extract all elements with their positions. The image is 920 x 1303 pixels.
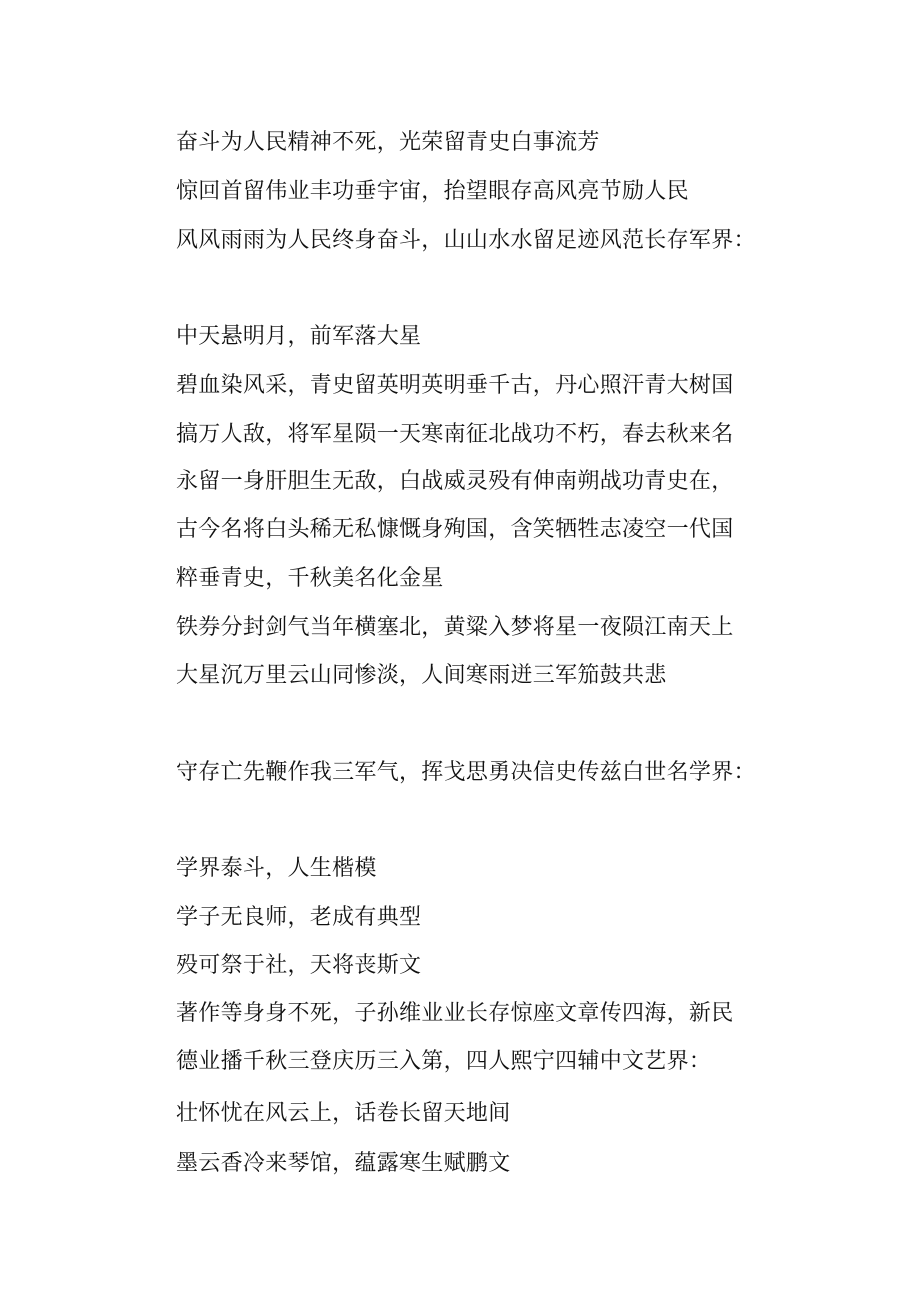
text-line: 风风雨雨为人民终身奋斗，山山水水留足迹风范长存军界： xyxy=(176,228,756,253)
text-line: 粹垂青史，千秋美名化金星 xyxy=(176,566,444,591)
text-line: 永留一身肝胆生无敌，白战威灵殁有伸南朔战功青史在， xyxy=(176,469,734,494)
text-line: 铁券分封剑气当年横塞北，黄粱入梦将星一夜陨江南天上 xyxy=(176,615,734,640)
text-line: 中天悬明月，前军落大星 xyxy=(176,324,422,349)
text-line: 守存亡先鞭作我三军气，挥戈思勇决信史传兹白世名学界： xyxy=(176,760,756,785)
text-line: 奋斗为人民精神不死，光荣留青史白事流芳 xyxy=(176,130,600,155)
text-line: 惊回首留伟业丰功垂宇宙，抬望眼存高风亮节励人民 xyxy=(176,179,689,204)
text-line: 学界泰斗，人生楷模 xyxy=(176,856,377,881)
text-line: 碧血染风采，青史留英明英明垂千古，丹心照汗青大树国 xyxy=(176,373,734,398)
text-line: 墨云香冷来琴馆，蕴露寒生赋鹏文 xyxy=(176,1151,511,1176)
text-line: 德业播千秋三登庆历三入第，四人熙宁四辅中文艺界： xyxy=(176,1049,712,1074)
text-line: 大星沉万里云山同惨淡，人间寒雨迸三军笳鼓共悲 xyxy=(176,663,667,688)
text-line: 搞万人敌，将军星陨一天寒南征北战功不朽，春去秋来名 xyxy=(176,422,734,447)
text-line: 著作等身身不死，子孙维业业长存惊座文章传四海，新民 xyxy=(176,1001,734,1026)
text-line: 古今名将白头稀无私慷慨身殉国，含笑牺牲志凌空一代国 xyxy=(176,517,734,542)
text-line: 壮怀忧在风云上，话卷长留天地间 xyxy=(176,1101,511,1126)
text-line: 殁可祭于社，天将丧斯文 xyxy=(176,953,422,978)
text-line: 学子无良师，老成有典型 xyxy=(176,905,422,930)
